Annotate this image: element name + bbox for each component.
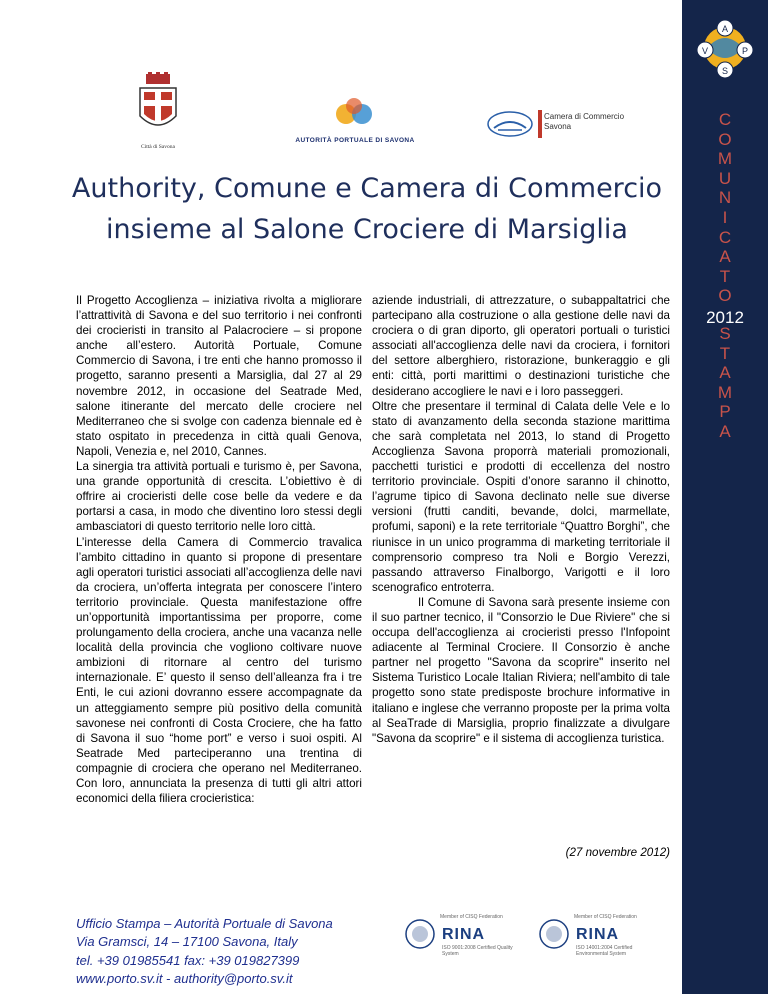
comune-caption: Città di Savona [141, 144, 175, 150]
release-date: (27 novembre 2012) [565, 846, 670, 859]
brand-bar [538, 110, 542, 138]
rina-system: Certified Quality System [442, 945, 513, 957]
rina-name: RINA [576, 926, 620, 943]
letter: O [718, 129, 732, 149]
letter: T [719, 266, 731, 286]
footer-phone: tel. +39 01985541 fax: +39 019827399 [76, 952, 300, 968]
logo-letter-s: S [721, 66, 729, 76]
letter: N [718, 188, 732, 208]
letter: P [719, 402, 731, 422]
paragraph: aziende industriali, di attrezzature, o subappaltatrici che partecipano alla costruzione o alla gestione delle navi da crociera o di gran diporto, gli operatori portuali o turistici associati all'accoglienza delle navi da crociera, i fornitori del settore alberghiero, ristorazione, bunkeraggio e gli enti: città, porti marittimi o destinazioni turistiche che desiderano accogliere le navi e i loro passeggeri. [372, 294, 670, 398]
page-title: Authority, Comune e Camera di Commercio insieme al Salone Crociere di Marsiglia [71, 173, 663, 245]
camera-commercio-logo [486, 110, 646, 140]
paragraph: Il Comune di Savona sarà presente insieme con il suo partner tecnico, il "Consorzio le Due Riviere" che si occupa dell'accoglienza ai crocieristi presso l'Infopoint adiacente al Terminal Crociere. Il Consorzio è anche partner nel progetto "Savona da scoprire" inserito nel Sistema Turistico Locale Italian Riviera; nell'ambito di tale progetto sono state predisposte brochure informative in italiano e inglese che verranno proposte per la prima volta al SeaTrade di Marsiglia, proprio finalizzate a divulgare "Savona da scoprire" e il sistema di accoglienza turistica. [372, 595, 670, 745]
footer-office: Ufficio Stampa – Autorità Portuale di Savona [76, 916, 333, 931]
right-column [372, 293, 670, 746]
rina-name: RINA [442, 926, 486, 943]
letter: M [717, 382, 733, 402]
ship-icon [486, 110, 534, 138]
footer-contact [76, 915, 333, 989]
logo-letter-p: P [741, 46, 749, 56]
footer-address: Via Gramsci, 14 – 17100 Savona, Italy [76, 934, 298, 950]
paragraph: La sinergia tra attività portuali e turismo è, per Savona, una grande opportunità di crescita. L’obiettivo è di offrire ai crocieristi delle cose belle da vedere e da portarsi a casa, in modo che diventino loro stessi degli ambasciatori di questo territorio nelle loro città. [76, 460, 362, 534]
rina-quality-badge [404, 912, 524, 962]
rina-standard [442, 945, 524, 957]
comune-logo [136, 72, 180, 150]
rina-iso: ISO 9001:2008 [442, 945, 476, 951]
letter: I [722, 207, 728, 227]
autorita-logo [270, 96, 440, 144]
left-column [76, 293, 362, 806]
letter: M [717, 149, 733, 169]
crest-icon [136, 72, 180, 138]
port-authority-icon [270, 96, 440, 134]
letter: A [719, 421, 731, 441]
certification-seal-icon [404, 912, 438, 952]
rina-system: Certified Environmental System [576, 945, 633, 957]
logo-letter-a: A [721, 24, 729, 34]
footer-web-email[interactable]: www.porto.sv.it - authority@porto.sv.it [76, 971, 293, 987]
letter: T [719, 343, 731, 363]
camera-line2: Savona [544, 122, 572, 131]
certification-seal-icon [538, 912, 572, 952]
letter: C [718, 110, 732, 129]
avps-logo [695, 18, 755, 78]
autorita-name: AUTORITÀ PORTUALE DI SAVONA [295, 137, 415, 144]
rina-environment-badge [538, 912, 658, 962]
letter: A [719, 247, 731, 267]
letter: U [718, 168, 732, 188]
vertical-label [700, 110, 750, 442]
rina-iso: ISO 14001:2004 [576, 945, 613, 951]
letter: S [719, 323, 731, 343]
rina-member: Member of CISQ Federation [440, 914, 503, 920]
paragraph: Il Progetto Accoglienza – iniziativa rivolta a migliorare l’attrattività di Savona e del suo territorio i nei confronti dei crocieristi in transito al Palacrociere – si propone anche all’estero. Autorità Portuale, Comune Commercio di Savona, i tre enti che hanno promosso il progetto, saranno presenti a Marsiglia, dal 27 al 29 novembre 2012, in occasione del Seatrade Med, salone itinerante del mercato delle crociere nel Mediterraneo che si svolge con cadenza biennale ed è stato ospitato in precedenza in città quali Genova, Napoli, Venezia e, nel 2010, Cannes. [76, 294, 362, 458]
letter: O [718, 286, 732, 306]
logo-letter-v: V [701, 46, 709, 56]
letter: A [719, 363, 731, 383]
year-label: 2012 [706, 308, 744, 327]
rina-standard [576, 945, 658, 957]
rina-member: Member of CISQ Federation [574, 914, 637, 920]
paragraph: L’interesse della Camera di Commercio travalica l’ambito cittadino in quanto si propone di presentare agli operatori turistici associati all’accoglienza delle navi da crociera, un’offerta integrata per conoscere l’intero territorio provinciale. Questa manifestazione offre un’opportunità importantissima per proporre, come prolungamento della crociera, anche una vacanza nelle località della provincia che vogliono coltivare nuove ambizioni di ritornare al centro del turismo internazionale. E’ questo il senso dell’alleanza fra i tre Enti, le cui azioni dovranno essere accompagnate da un atteggiamento sempre più positivo della comunità savonese nei confronti di Costa Crociere, che ha fatto di Savona il suo “home port” e verso i suoi ospiti. Al Seatrade Med parteciperanno una trentina di compagnie di crociera che operano nel Mediterraneo. Con loro, annunciata la presenza di tutti gli altri attori economici della filiera crocieristica: [76, 535, 362, 806]
camera-line1: Camera di Commercio [544, 112, 625, 121]
paragraph: Oltre che presentare il terminal di Calata delle Vele e lo stato di avanzamento della seconda stazione marittima che sarà completata nel 2013, lo stand di Progetto Accoglienza Savona proporrà materiali promozionali, pacchetti turistici e prodotti di eccellenza del nostro territorio provinciale. Ospiti d’onore saranno il chinotto, l’agrume tipico di Savona declinato nelle sue diverse versioni (frutti canditi, bevande, dolci, marmellate, profumi, saponi) e la rete territoriale “Quattro Borghi”, che riunisce in un unico programma di marketing territoriale il comprensorio compreso tra Noli e Borgio Verezzi, passando attraverso Finalborgo, Varigotti e il loro scenografico entroterra. [372, 399, 670, 594]
letter: C [718, 227, 732, 247]
